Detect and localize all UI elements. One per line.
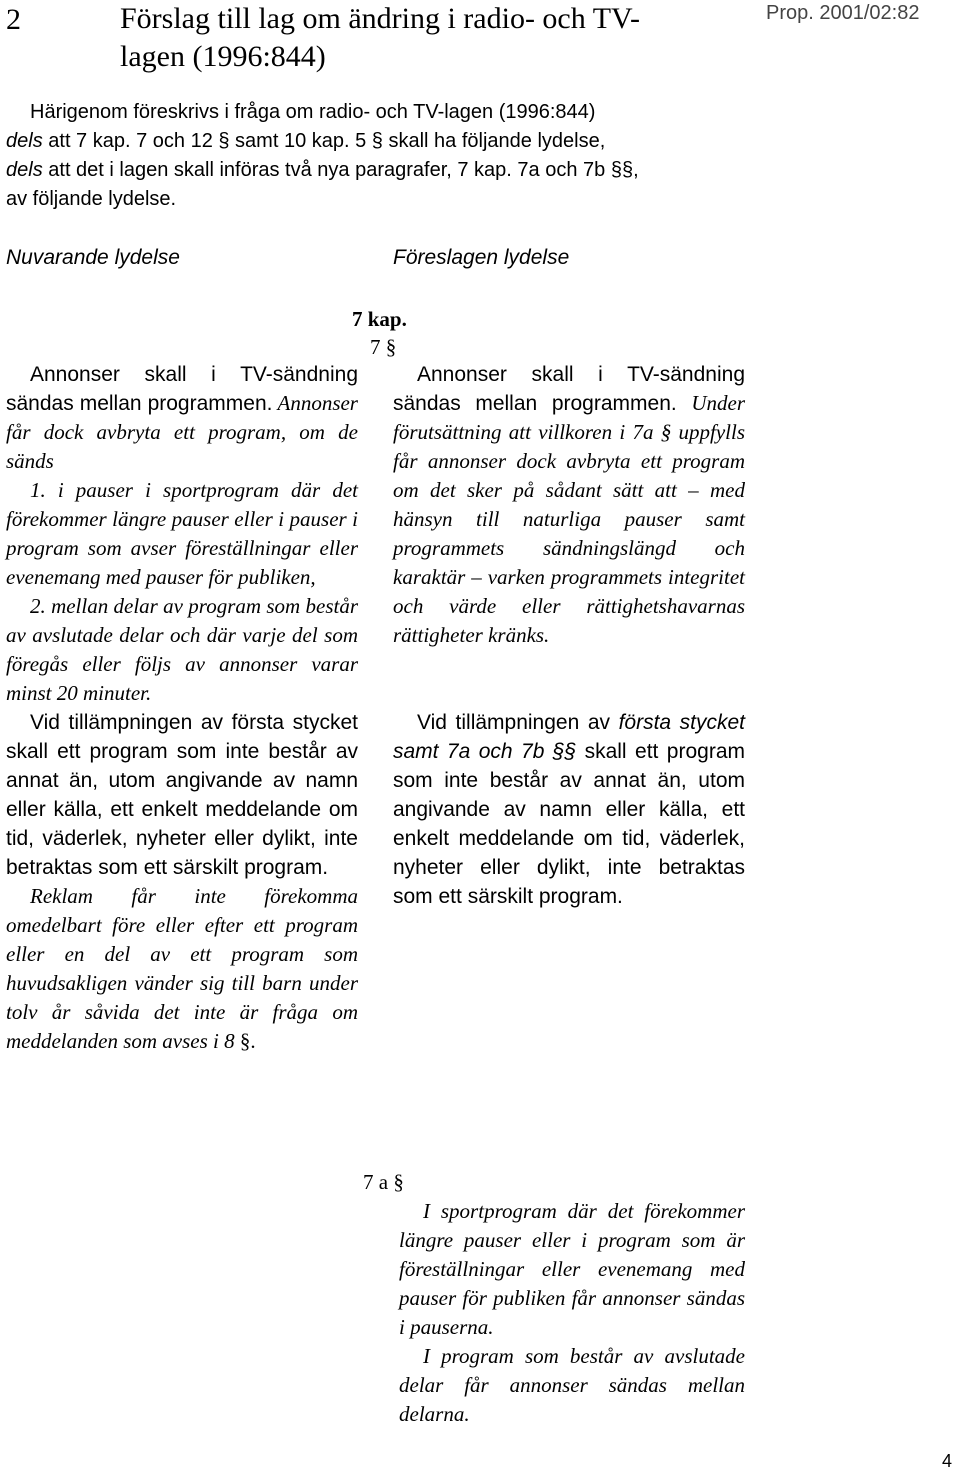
chapter-title-line1: Förslag till lag om ändring i radio- och TV-: [120, 2, 640, 35]
intro-text: [6, 98, 766, 214]
right-p1-italic: Under förutsättning att villkoren i 7a § uppfylls får annonser dock avbryta ett program om det sker på sådant sätt att – med hänsyn till naturliga pauser samt programmets sändningslängd och karaktär – varken programmets integritet och värde eller rättighetshavarnas rättigheter kränks.: [393, 391, 745, 647]
left-p5-end: §.: [239, 1029, 256, 1053]
left-p1-regular: Annonser skall i TV-sändning sändas mellan programmen.: [6, 363, 358, 415]
right-column-heading: Föreslagen lydelse: [393, 246, 570, 269]
intro-line3: [6, 156, 766, 185]
section-7a-body: [399, 1197, 745, 1429]
left-paragraph-3: 2. mellan delar av program som består av avslutade delar och där varje del som föregås eller följs av annonser varar minst 20 minuter.: [6, 594, 358, 705]
left-p5-italic: Reklam får inte förekomma omedelbart före eller efter ett program eller en del av ett program som huvudsakligen vänder sig till barn under tolv år såvida det inte är fråga om meddelanden som avses i 8: [6, 884, 358, 1053]
right-p2-start: Vid tillämpningen av: [417, 711, 619, 734]
intro-dels-1: dels: [6, 130, 43, 152]
chapter-heading: 7 kap.: [352, 307, 407, 331]
right-p2-italic: första stycket samt 7a och 7b §§: [393, 711, 746, 763]
page-number: 4: [942, 1451, 953, 1471]
left-paragraph-2: 1. i pauser i sportprogram där det förekommer längre pauser eller i pauser i program som avser föreställningar eller evenemang med pauser för publiken,: [6, 478, 358, 589]
intro-line1: Härigenom föreskrivs i fråga om radio- och TV-lagen (1996:844): [30, 101, 596, 123]
chapter-title: [120, 0, 740, 76]
left-p1-italic: Annonser får dock avbryta ett program, om de sänds: [6, 391, 358, 473]
section-7a-heading: 7 a §: [363, 1170, 404, 1194]
right-paragraph-2: [393, 708, 745, 911]
left-column: [6, 360, 358, 1056]
right-column: [393, 360, 745, 911]
left-column-heading: Nuvarande lydelse: [6, 246, 180, 269]
proposition-reference: Prop. 2001/02:82: [766, 2, 920, 24]
section-7a-paragraph-2: I program som består av avslutade delar får annonser sändas mellan delarna.: [399, 1344, 745, 1426]
intro-line2-rest: att 7 kap. 7 och 12 § samt 10 kap. 5 § skall ha följande lydelse,: [42, 130, 606, 152]
section-7-heading: 7 §: [370, 335, 397, 359]
intro-line3-rest: att det i lagen skall införas två nya paragrafer, 7 kap. 7a och 7b §§,: [42, 159, 639, 181]
intro-dels-2: dels: [6, 159, 43, 181]
right-p1-regular: Annonser skall i TV-sändning sändas mellan programmen.: [393, 363, 745, 415]
intro-line4: av följande lydelse.: [6, 188, 177, 210]
intro-line2: [6, 127, 766, 156]
left-paragraph-5: [6, 882, 358, 1056]
right-p2-end: skall ett program som inte består av annat än, utom angivande av namn eller källa, ett enkelt meddelande om tid, väderlek, nyheter eller dylikt, inte betraktas som ett särskilt program.: [393, 740, 745, 908]
chapter-number: 2: [6, 3, 21, 36]
right-paragraph-1: [393, 360, 745, 650]
left-paragraph-1: [6, 360, 358, 476]
left-paragraph-4: Vid tillämpningen av första stycket skall ett program som inte består av annat än, utom angivande av namn eller källa, ett enkelt meddelande om tid, väderlek, nyheter eller dylikt, inte betraktas som ett särskilt program.: [6, 711, 358, 879]
section-7a-paragraph-1: I sportprogram där det förekommer längre pauser eller i program som är föreställningar eller evenemang med pauser för publiken får annonser sändas i pauserna.: [399, 1199, 745, 1339]
chapter-title-line2: lagen (1996:844): [120, 40, 326, 73]
